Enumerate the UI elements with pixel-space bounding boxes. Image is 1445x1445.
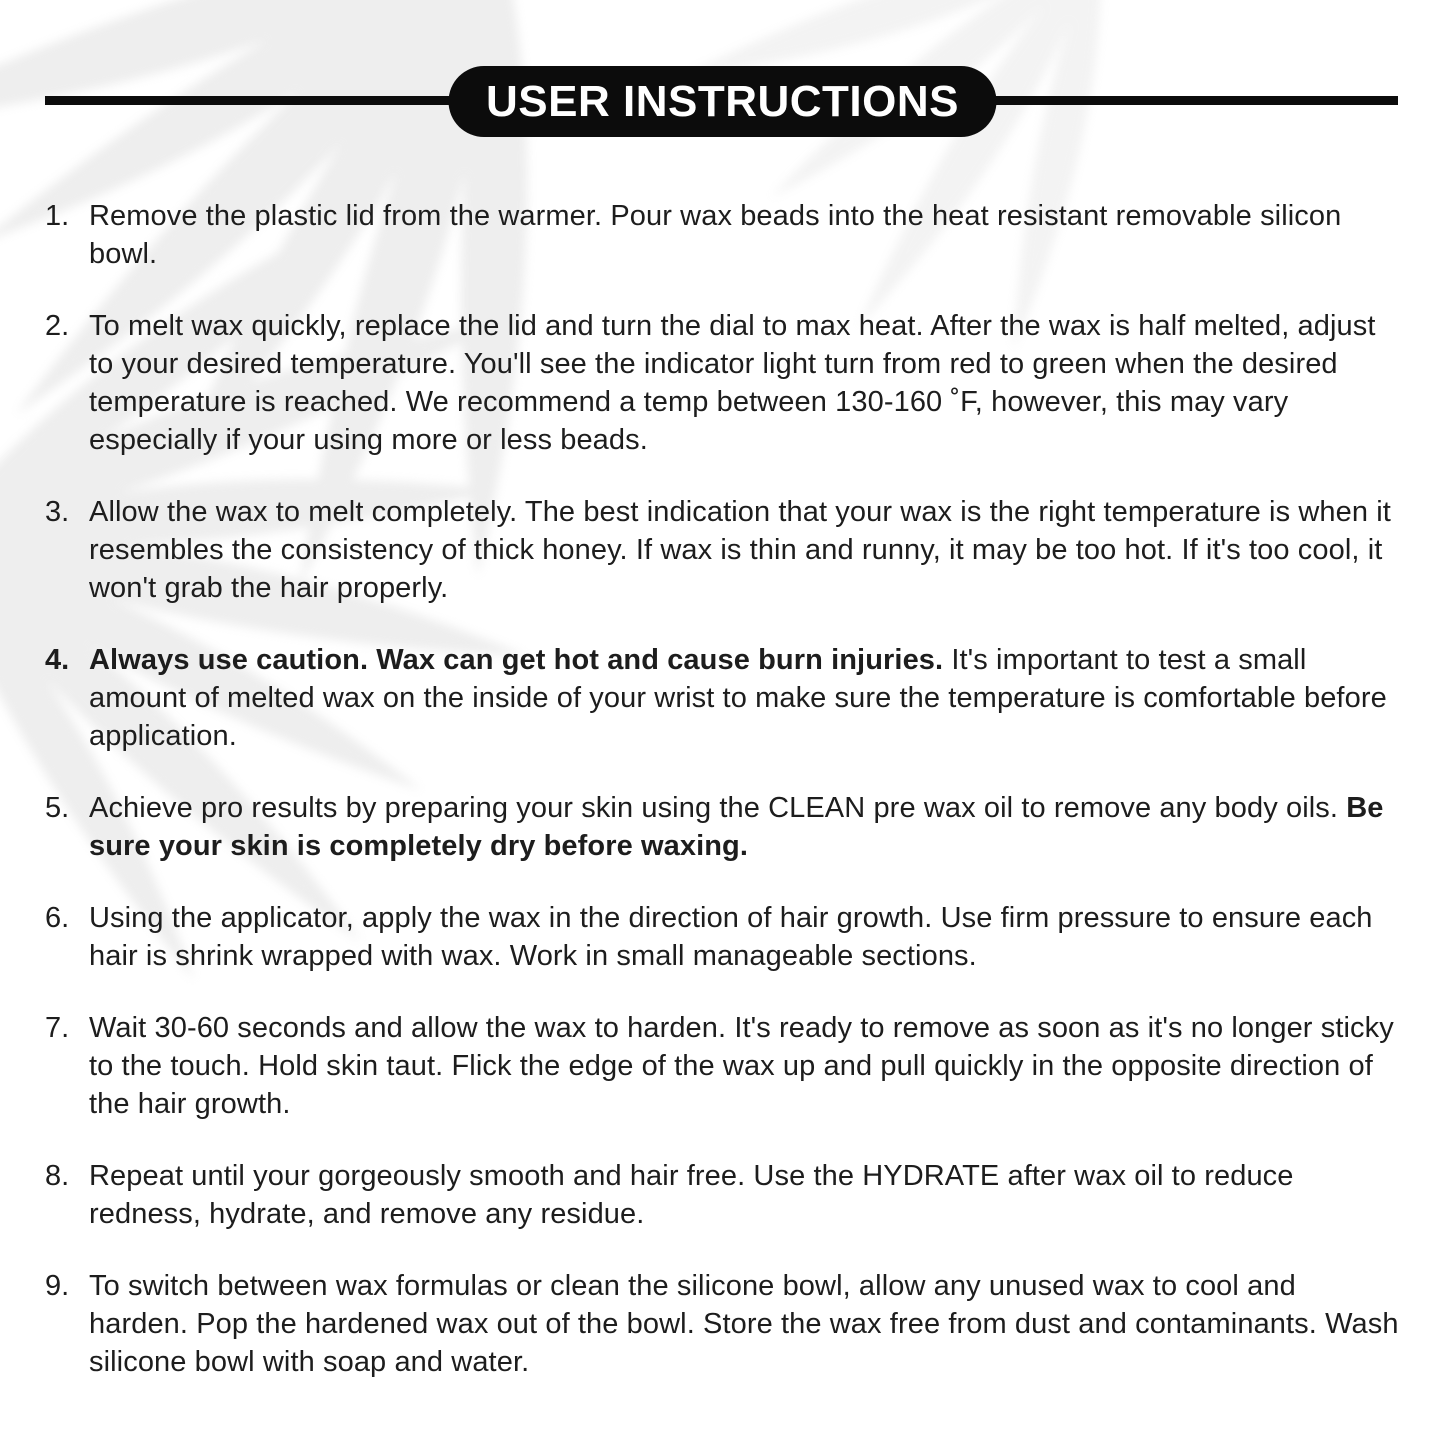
instruction-item <box>45 1267 1400 1381</box>
instruction-item <box>45 641 1400 755</box>
item-text-segment: Using the applicator, apply the wax in the direction of hair growth. Use firm pressure to ensure each hair is shrink wrapped with wax. Work in small manageable sections. <box>89 902 1373 972</box>
item-text-segment: Wait 30-60 seconds and allow the wax to harden. It's ready to remove as soon as it's no longer sticky to the touch. Hold skin taut. Flick the edge of the wax up and pull quickly in the opposite direction of the hair growth. <box>89 1012 1394 1120</box>
item-text-segment: It's important to test a small amount of melted wax on the inside of your wrist to make sure the temperature is comfortable before application. <box>89 644 1387 752</box>
item-number: 3. <box>45 496 70 528</box>
page-title: USER INSTRUCTIONS <box>486 76 959 126</box>
item-number: 6. <box>45 902 70 934</box>
item-text <box>89 1009 1400 1123</box>
item-text-segment: Repeat until your gorgeously smooth and hair free. Use the HYDRATE after wax oil to reduce redness, hydrate, and remove any residue. <box>89 1160 1294 1230</box>
item-number: 4. <box>45 644 70 676</box>
item-text <box>89 1157 1400 1233</box>
instruction-item <box>45 307 1400 459</box>
item-text <box>89 641 1400 755</box>
item-number: 8. <box>45 1160 70 1192</box>
item-text-segment: Allow the wax to melt completely. The best indication that your wax is the right temperature is when it resembles the consistency of thick honey. If wax is thin and runny, it may be too hot. If it's too cool, it won't grab the hair properly. <box>89 496 1391 604</box>
title-badge <box>448 66 997 137</box>
item-text-bold-segment: Be sure your skin is completely dry before waxing. <box>89 792 1384 862</box>
instruction-list <box>45 197 1400 1381</box>
item-text-segment: Achieve pro results by preparing your skin using the CLEAN pre wax oil to remove any body oils. <box>89 792 1347 824</box>
item-text-segment: To switch between wax formulas or clean the silicone bowl, allow any unused wax to cool and harden. Pop the hardened wax out of the bowl. Store the wax free from dust and contaminants. Wash silicone bowl with soap and water. <box>89 1270 1399 1378</box>
item-text <box>89 197 1400 273</box>
item-text <box>89 789 1400 865</box>
item-text <box>89 899 1400 975</box>
item-text-segment: Remove the plastic lid from the warmer. Pour wax beads into the heat resistant removable silicon bowl. <box>89 200 1342 270</box>
item-text-segment: To melt wax quickly, replace the lid and turn the dial to max heat. After the wax is half melted, adjust to your desired temperature. You'll see the indicator light turn from red to green when the desired temperature is reached. We recommend a temp between 130-160 ˚F, however, this may vary especially if your using more or less beads. <box>89 310 1376 456</box>
instruction-item <box>45 789 1400 865</box>
item-text-bold-segment: Always use caution. Wax can get hot and cause burn injuries. <box>89 644 944 676</box>
item-number: 1. <box>45 200 70 232</box>
item-text <box>89 1267 1400 1381</box>
item-text <box>89 493 1400 607</box>
header <box>0 0 1445 140</box>
instruction-item <box>45 1009 1400 1123</box>
item-number: 7. <box>45 1012 70 1044</box>
item-text <box>89 307 1400 459</box>
item-number: 9. <box>45 1270 70 1302</box>
item-number: 5. <box>45 792 70 824</box>
item-number: 2. <box>45 310 70 342</box>
instruction-item <box>45 197 1400 273</box>
instruction-item <box>45 899 1400 975</box>
instruction-item <box>45 1157 1400 1233</box>
instruction-item <box>45 493 1400 607</box>
